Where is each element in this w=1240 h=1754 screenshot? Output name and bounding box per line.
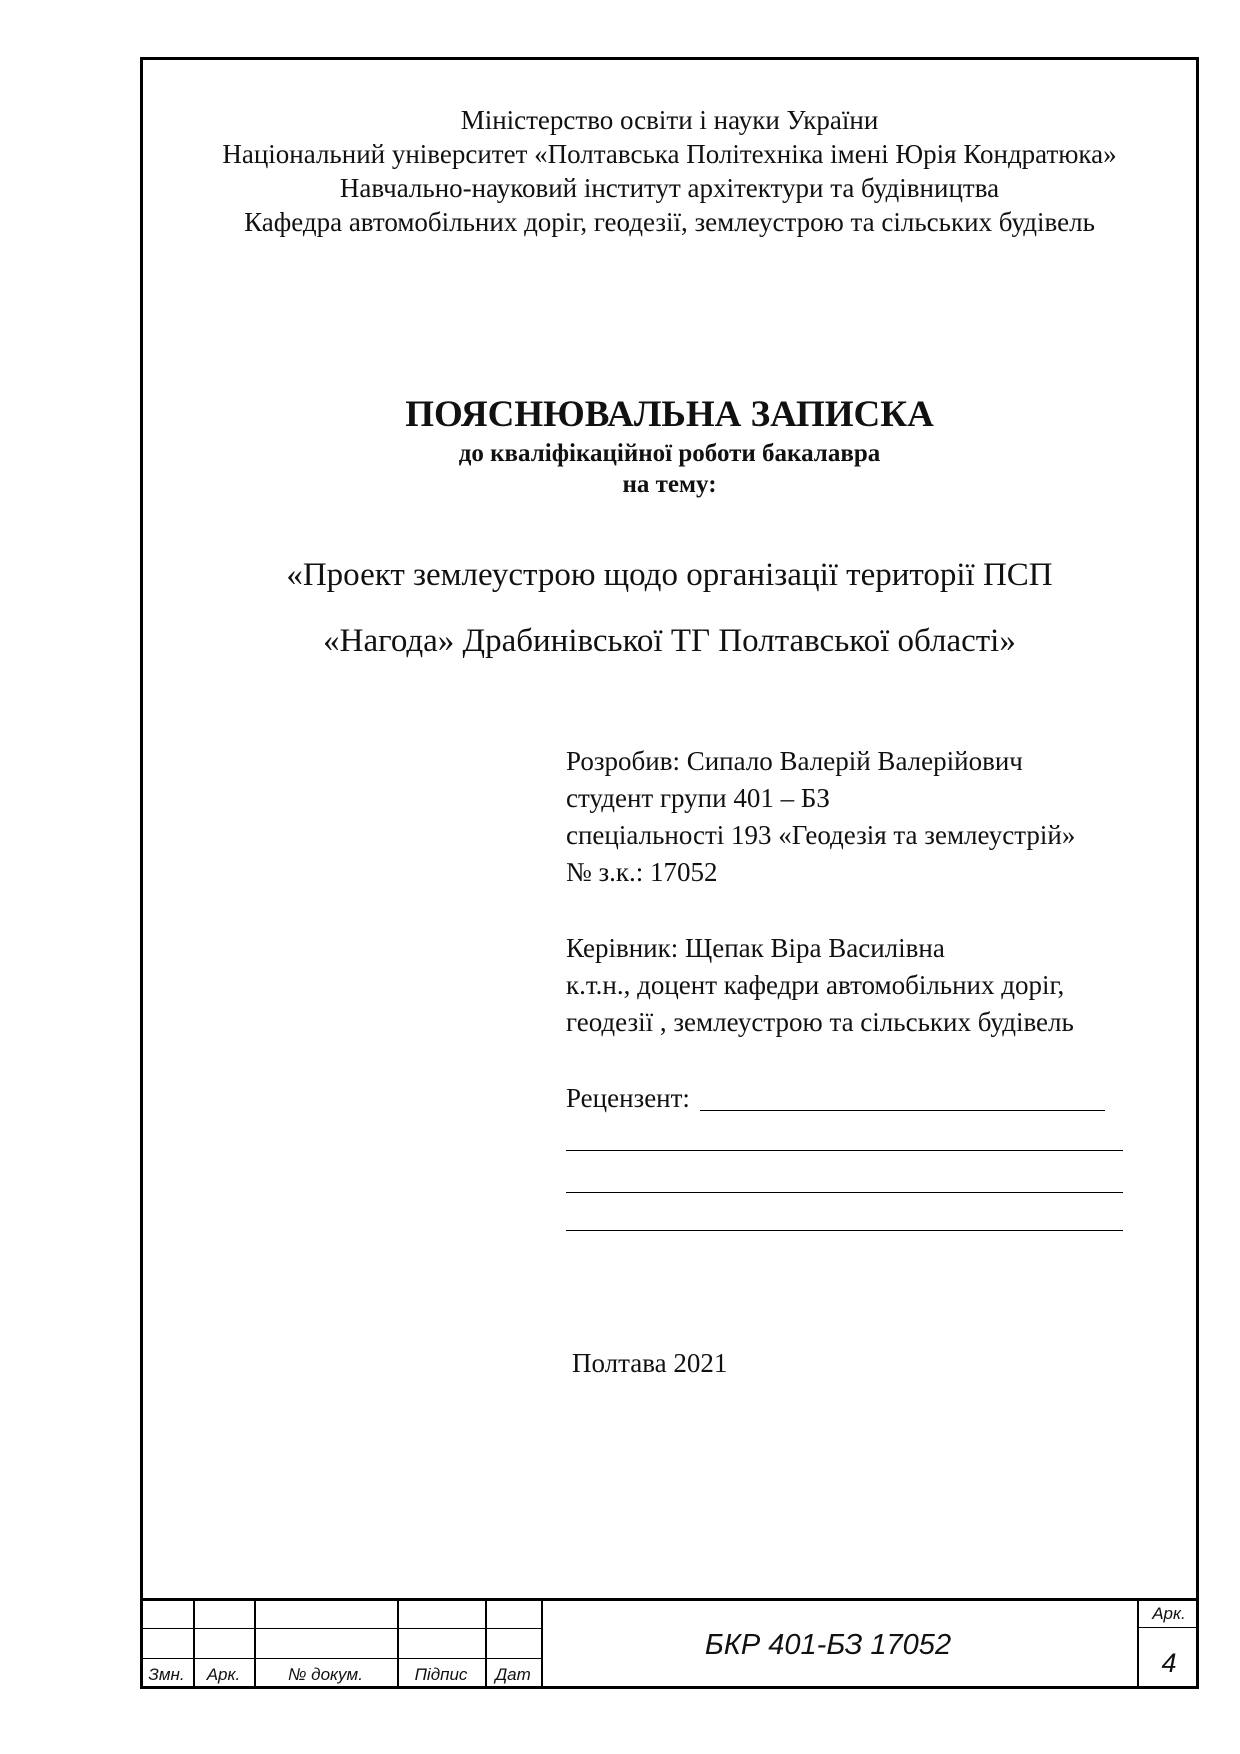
city-year: Полтава 2021 [572,1348,728,1378]
stamp-row-line [140,1658,541,1659]
reviewer-blank-line [566,1150,1123,1151]
col-label-date: Дат [495,1665,531,1684]
document-code: БКР 401-БЗ 17052 [704,1629,952,1661]
university-line: Національний університет «Полтавська Політехніка імені Юрія Кондратюка» [222,139,1117,169]
topic-line-1: «Проект землеустрою щодо організації території ПСП [286,557,1053,593]
topic-line-2: «Нагода» Драбинівської ТГ Полтавської області» [323,623,1016,659]
sheet-label: Арк. [1152,1604,1186,1623]
reviewer-blank-line [566,1230,1123,1231]
stamp-divider [541,1601,543,1689]
author-record-book: № з.к.: 17052 [566,857,718,887]
supervisor-name: Керівник: Щепак Віра Василівна [566,933,945,963]
topic-caption: на тему: [622,471,717,498]
author-group: студент групи 401 – БЗ [566,783,830,813]
reviewer-blank-line [700,1110,1105,1111]
stamp-row-line [1139,1627,1199,1628]
supervisor-title: к.т.н., доцент кафедри автомобільних доріг, [566,970,1065,1000]
author-specialty: спеціальності 193 «Геодезія та землеустрій» [566,820,1076,850]
document-title-block [140,392,1199,500]
title-block-stamp [140,1598,1199,1689]
stamp-row-line [140,1628,541,1629]
thesis-topic [140,542,1199,674]
institution-header [140,103,1199,239]
document-subtitle: до кваліфікаційної роботи бакалавра [458,440,881,467]
reviewer-row [566,1080,1166,1117]
col-label-sheet: Арк. [206,1665,241,1684]
col-label-change: Змн. [148,1665,185,1684]
ministry-line: Міністерство освіти і науки України [460,105,879,135]
supervisor-department: геодезії , землеустрою та сільських будівель [566,1007,1074,1037]
col-label-doc-number: № докум. [288,1665,363,1684]
reviewer-blank-line [566,1192,1123,1193]
author-name: Розробив: Сипало Валерій Валерійович [566,746,1023,776]
reviewer-label: Рецензент: [566,1083,690,1113]
author-info-block [566,743,1166,1231]
sheet-number: 4 [1161,1648,1177,1678]
department-line: Кафедра автомобільних доріг, геодезії, землеустрою та сільських будівель [244,207,1095,237]
document-title: ПОЯСНЮВАЛЬНА ЗАПИСКА [405,394,934,435]
institute-line: Навчально-науковий інститут архітектури та будівництва [339,173,1000,203]
col-label-signature: Підпис [414,1665,468,1684]
